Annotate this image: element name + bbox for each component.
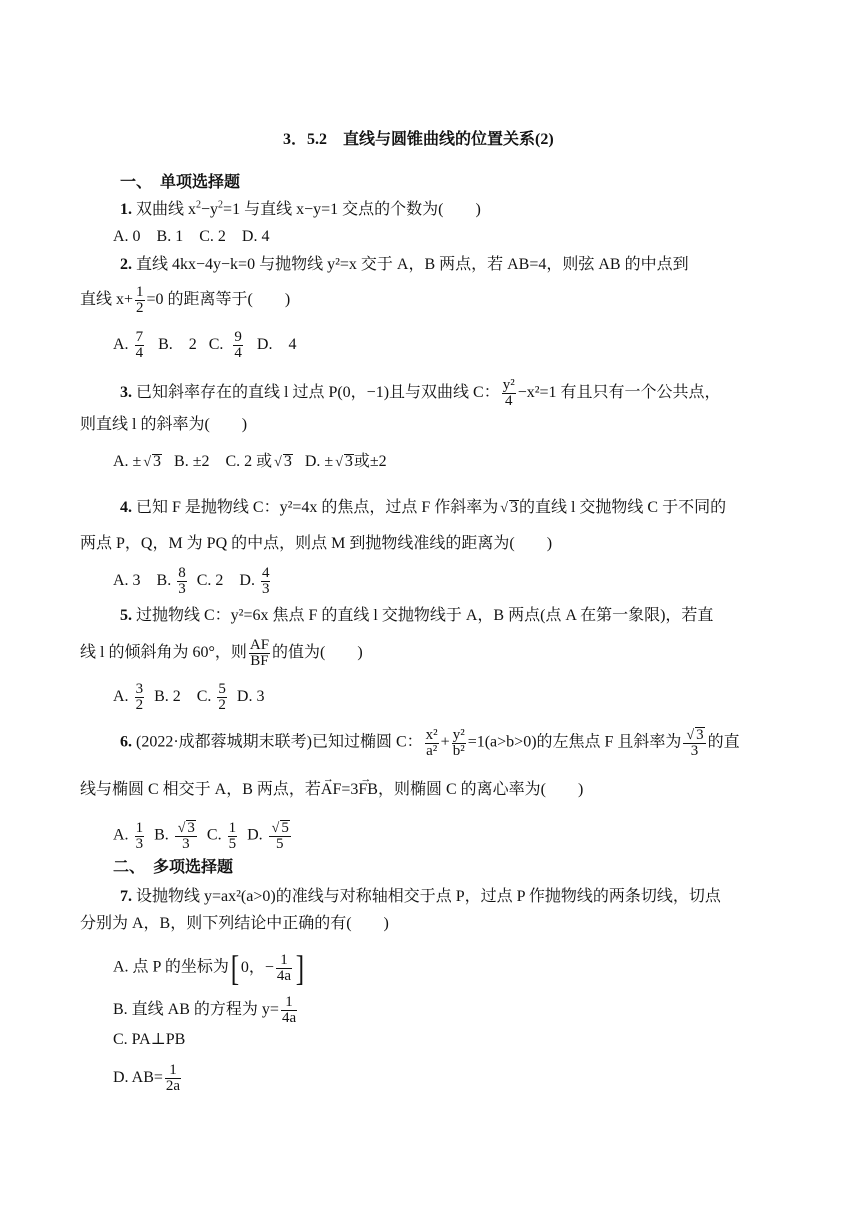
question-3-options: A. ± √ 3 B. ±2 C. 2 或 √ 3 D. ± √ 3或±2: [113, 453, 387, 470]
question-number: 2.: [120, 256, 132, 273]
question-number: 1.: [120, 201, 132, 218]
fraction: $\frac{√ 3}{3}$: [175, 820, 197, 852]
question-2-line2: [80, 285, 290, 316]
question-number: 5.: [120, 607, 132, 624]
question-1-options: A. 0 B. 1 C. 2 D. 4: [113, 228, 270, 245]
question-number: 6.: [120, 733, 132, 751]
fraction: $\frac{7}{4}$: [135, 329, 144, 361]
question-1: 1. 双曲线 $x^2-y^2=1$ 与直线 x−y=1 交点的个数为( ): [120, 199, 481, 218]
fraction: $\frac{\text{y²}}{4}$: [502, 377, 515, 409]
question-4: 4. 已知 F 是抛物线 C：y²=4x 的焦点，过点 F 作斜率为 √ 3的直线 l 交抛物线 C 于不同的: [120, 499, 727, 516]
question-2: [120, 255, 689, 275]
fraction: $\frac{\text{x²}}{\text{a²}}$: [425, 726, 438, 759]
fraction: $\frac{8}{3}$: [178, 565, 186, 597]
question-text: =0 的距离等于( ): [146, 291, 291, 309]
fraction: $\frac{\text{y²}}{\text{b²}}$: [452, 726, 465, 759]
fraction: $\frac{5}{2}$: [218, 681, 226, 713]
fraction: $\frac{1}{4a}$: [281, 994, 297, 1026]
question-text: =1 与直线 x−y=1 交点的个数为( ): [223, 201, 481, 218]
question-4-line2: 两点 P，Q，M 为 PQ 的中点，则点 M 到抛物线准线的距离为( ): [80, 535, 553, 552]
question-number: 3.: [120, 384, 132, 402]
question-text: −y: [201, 201, 219, 218]
question-4-options: A. 3 B. $\frac{8}{3}$ C. 2 D. $\frac{4}{3}$: [113, 565, 270, 597]
question-6-options: A. $\frac{1}{3}$ B. $\frac{√ 3}{3}$ C. $\frac{1}{5}$ D. $\frac{√ 5}{5}$: [113, 819, 289, 852]
question-7-option-b: B. 直线 AB 的方程为 y= $\frac{1}{4a}$: [113, 994, 297, 1026]
question-6-line2: 线与椭圆 C 相交于 A，B 两点，若→ AF=3→ FB，则椭圆 C 的离心率为( ): [80, 780, 583, 800]
question-3-line2: 则直线 l 的斜率为( ): [80, 416, 248, 433]
question-7-line2: 分别为 A，B，则下列结论中正确的有( ): [80, 915, 389, 932]
question-5-line2: 线 l 的倾斜角为 60°，则 $\frac{AF}{BF}$ 的值为( ): [80, 637, 363, 669]
section-heading-single-choice: 一、 单项选择题: [120, 174, 241, 191]
question-2-options: A. $\frac{7}{4}$ B. 2 C. $\frac{9}{4}$ D. 4: [113, 329, 297, 361]
vector-af: → AF: [321, 780, 341, 800]
fraction: $\frac{1}{2}$: [136, 284, 144, 316]
question-5: 5. 过抛物线 C：y²=6x 焦点 F 的直线 l 交抛物线于 A，B 两点(点 A 在第一象限)，若直: [120, 607, 714, 624]
question-6: 6. (2022·成都蓉城期末联考)已知过椭圆 C： $\frac{\text{x²}}{\text{a²}}$ + $\frac{\text{y²}}{\text{b²}}$ =1(a>b>0)的左焦点 F 且斜率为 $\frac{√ 3}{3}$ 的直: [120, 726, 740, 759]
question-7-option-a: A. 点 P 的坐标为[ 0，− $\frac{1}{4a}$ ]: [113, 948, 305, 988]
fraction: $\frac{1}{2a}$: [165, 1062, 181, 1094]
question-7-option-c: C. PA⊥PB: [113, 1031, 186, 1048]
fraction: $\frac{√ 5}{5}$: [269, 820, 291, 852]
fraction: $\frac{1}{4a}$: [276, 951, 292, 984]
fraction: $\frac{9}{4}$: [234, 329, 242, 361]
question-text: −x²=1 有且只有一个公共点，: [517, 384, 721, 402]
fraction: $\frac{√ 3}{3}$: [683, 727, 705, 759]
question-3: [120, 378, 721, 409]
section-heading-multiple-choice: 二、 多项选择题: [113, 859, 234, 876]
question-7-option-d: D. AB= $\frac{1}{2a}$: [113, 1062, 181, 1094]
vector-fb: → FB: [358, 780, 378, 800]
question-5-options: A. $\frac{3}{2}$ B. 2 C. $\frac{5}{2}$ D. 3: [113, 681, 265, 713]
question-number: 7.: [120, 888, 132, 905]
fraction: $\frac{1}{3}$: [135, 819, 144, 852]
question-number: 4.: [120, 499, 132, 516]
question-7: 7. 设抛物线 y=ax²(a>0)的准线与对称轴相交于点 P，过点 P 作抛物线的两条切线，切点: [120, 888, 721, 905]
fraction: $\frac{4}{3}$: [261, 565, 270, 597]
fraction: $\frac{3}{2}$: [135, 681, 144, 713]
fraction: $\frac{AF}{BF}$: [249, 637, 270, 669]
question-text: 双曲线 x: [136, 201, 197, 218]
question-text: 直线 x+: [80, 291, 134, 309]
question-text: 直线 4kx−4y−k=0 与抛物线 y²=x 交于 A，B 两点，若 AB=4，则弦 AB 的中点到: [136, 256, 689, 273]
page-title: 3．5.2 直线与圆锥曲线的位置关系(2): [283, 131, 554, 148]
fraction: $\frac{1}{5}$: [228, 819, 237, 852]
question-text: 已知斜率存在的直线 l 过点 P(0，−1)且与双曲线 C：: [136, 384, 500, 402]
